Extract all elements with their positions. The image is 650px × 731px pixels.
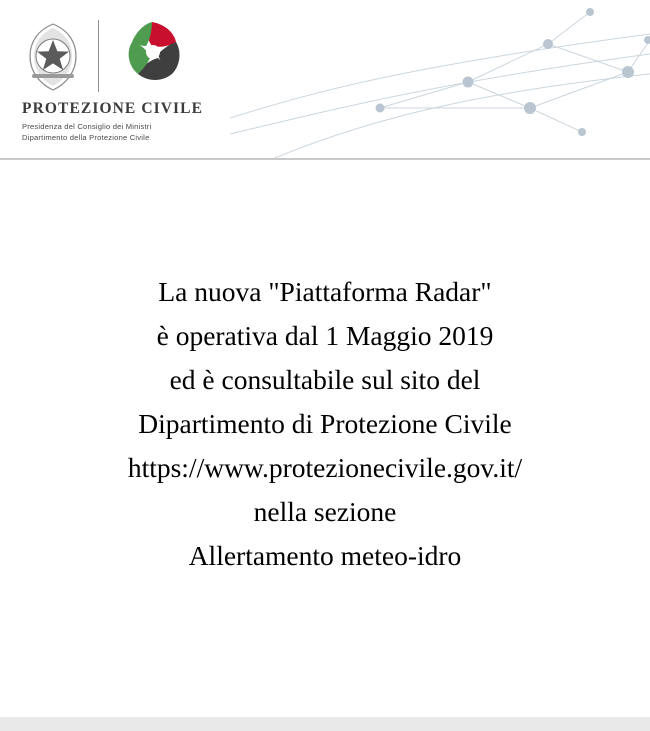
protezione-civile-trinacria-icon [112, 16, 192, 94]
message-line: La nuova "Piattaforma Radar" [158, 276, 492, 307]
logo-subtitle-line1: Presidenza del Consiglio dei Ministri [22, 122, 152, 131]
message-line: Dipartimento di Protezione Civile [138, 408, 512, 439]
message-line: è operativa dal 1 Maggio 2019 [156, 320, 494, 351]
logo-block [12, 14, 312, 149]
message-line: Allertamento meteo-idro [188, 540, 462, 571]
footer-bar [0, 717, 650, 731]
italian-republic-emblem-icon [22, 18, 84, 94]
announcement-message [0, 270, 650, 578]
logo-subtitle-line2: Dipartimento della Protezione Civile [22, 133, 150, 142]
message-line: ed è consultabile sul sito del [169, 364, 481, 395]
logo-divider [98, 20, 99, 92]
message-line: nella sezione [253, 496, 397, 527]
main-content [0, 160, 650, 729]
site-header [0, 0, 650, 160]
logo-title: PROTEZIONE CIVILE [22, 100, 204, 117]
message-line-url[interactable]: https://www.protezionecivile.gov.it/ [127, 452, 523, 483]
